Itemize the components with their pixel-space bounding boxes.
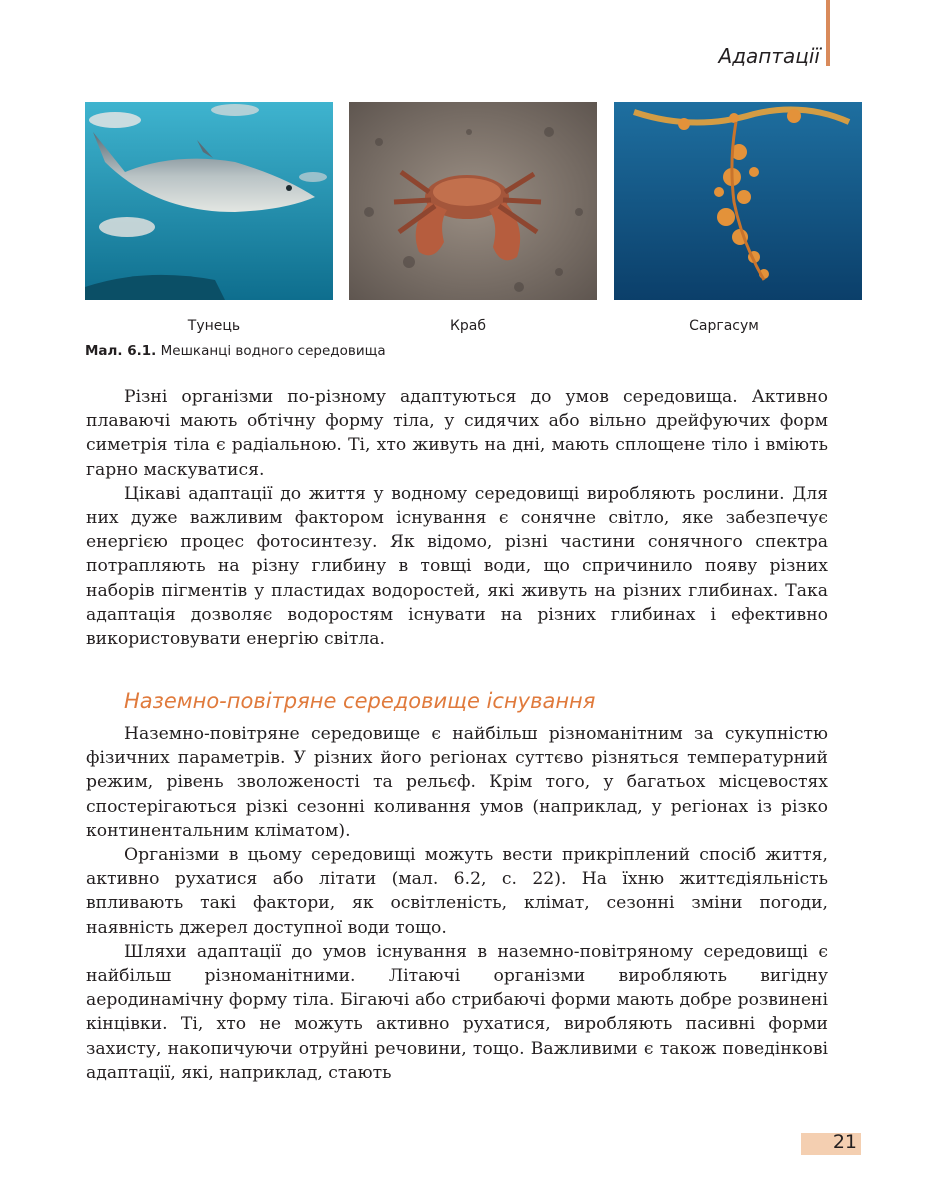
tuna-caption: Тунець <box>187 318 241 334</box>
section-heading: Наземно-повітряне середовище існування <box>124 689 596 713</box>
body-block-terrestrial <box>86 722 828 1085</box>
crab-caption: Краб <box>449 318 487 334</box>
figure-label: Мал. 6.1. <box>85 343 157 359</box>
paragraph-4: Організми в цьому середовищі можуть вести прикріплений спосіб життя, активно рухатися або літати (мал. 6.2, с. 22). На їхню життєдіяльність впливають такі фактори, як освітленість, клімат, сезонні зміни погоди, наявність джерел доступної води тощо. <box>86 845 828 938</box>
tuna-photo <box>85 102 333 300</box>
crab-photo <box>349 102 597 300</box>
paragraph-2: Цікаві адаптації до життя у водному середовищі виробляють рослини. Для них дуже важливим фактором існування є сонячне світло, яке забезпечує енергією процес фотосинтезу. Як відомо, різні частини сонячного спектра потрапляють на різну глибину в товщі води, що спричинило появу різних наборів пігментів у пластидах водоростей, які живуть на різних глибинах. Така адаптація дозволяє водоростям існувати на різних глибинах і ефективно використовувати енергію світла. <box>86 483 828 650</box>
paragraph-3: Наземно-повітряне середовище є найбільш різноманітним за сукупністю фізичних параметрів. У різних його регіонах суттєво різняться температурний режим, рівень зволоженості та рельєф. Крім того, у багатьох місцевостях спостерігаються різкі сезонні коливання умов (наприклад, у регіонах із різко континентальним кліматом). <box>86 724 828 841</box>
sargassum-photo <box>614 102 862 300</box>
header-accent-rule <box>826 0 830 66</box>
body-block-aquatic <box>86 385 828 651</box>
running-title: Адаптації <box>718 44 820 68</box>
figure-caption <box>85 343 386 359</box>
sargassum-caption: Саргасум <box>689 318 759 334</box>
paragraph-5: Шляхи адаптації до умов існування в наземно-повітряному середовищі є найбільш різноманітними. Літаючі організми виробляють вигідну аеродинамічну форму тіла. Бігаючі або стрибаючі форми мають добре розвинені кінцівки. Ті, хто не можуть активно рухатися, виробляють пасивні форми захисту, накопичуючи отруйні речовини, тощо. Важливими є також поведінкові адаптації, які, наприклад, стають <box>86 941 828 1083</box>
page-number: 21 <box>832 1131 857 1153</box>
figure-title: Мешканці водного середовища <box>160 343 386 359</box>
paragraph-1: Різні організми по-різному адаптуються до умов середовища. Активно плаваючі мають обтічну форму тіла, у сидячих або вільно дрейфуючих форм симетрія тіла є радіальною. Ті, хто живуть на дні, мають сплощене тіло і вміють гарно маскуватися. <box>86 387 828 480</box>
